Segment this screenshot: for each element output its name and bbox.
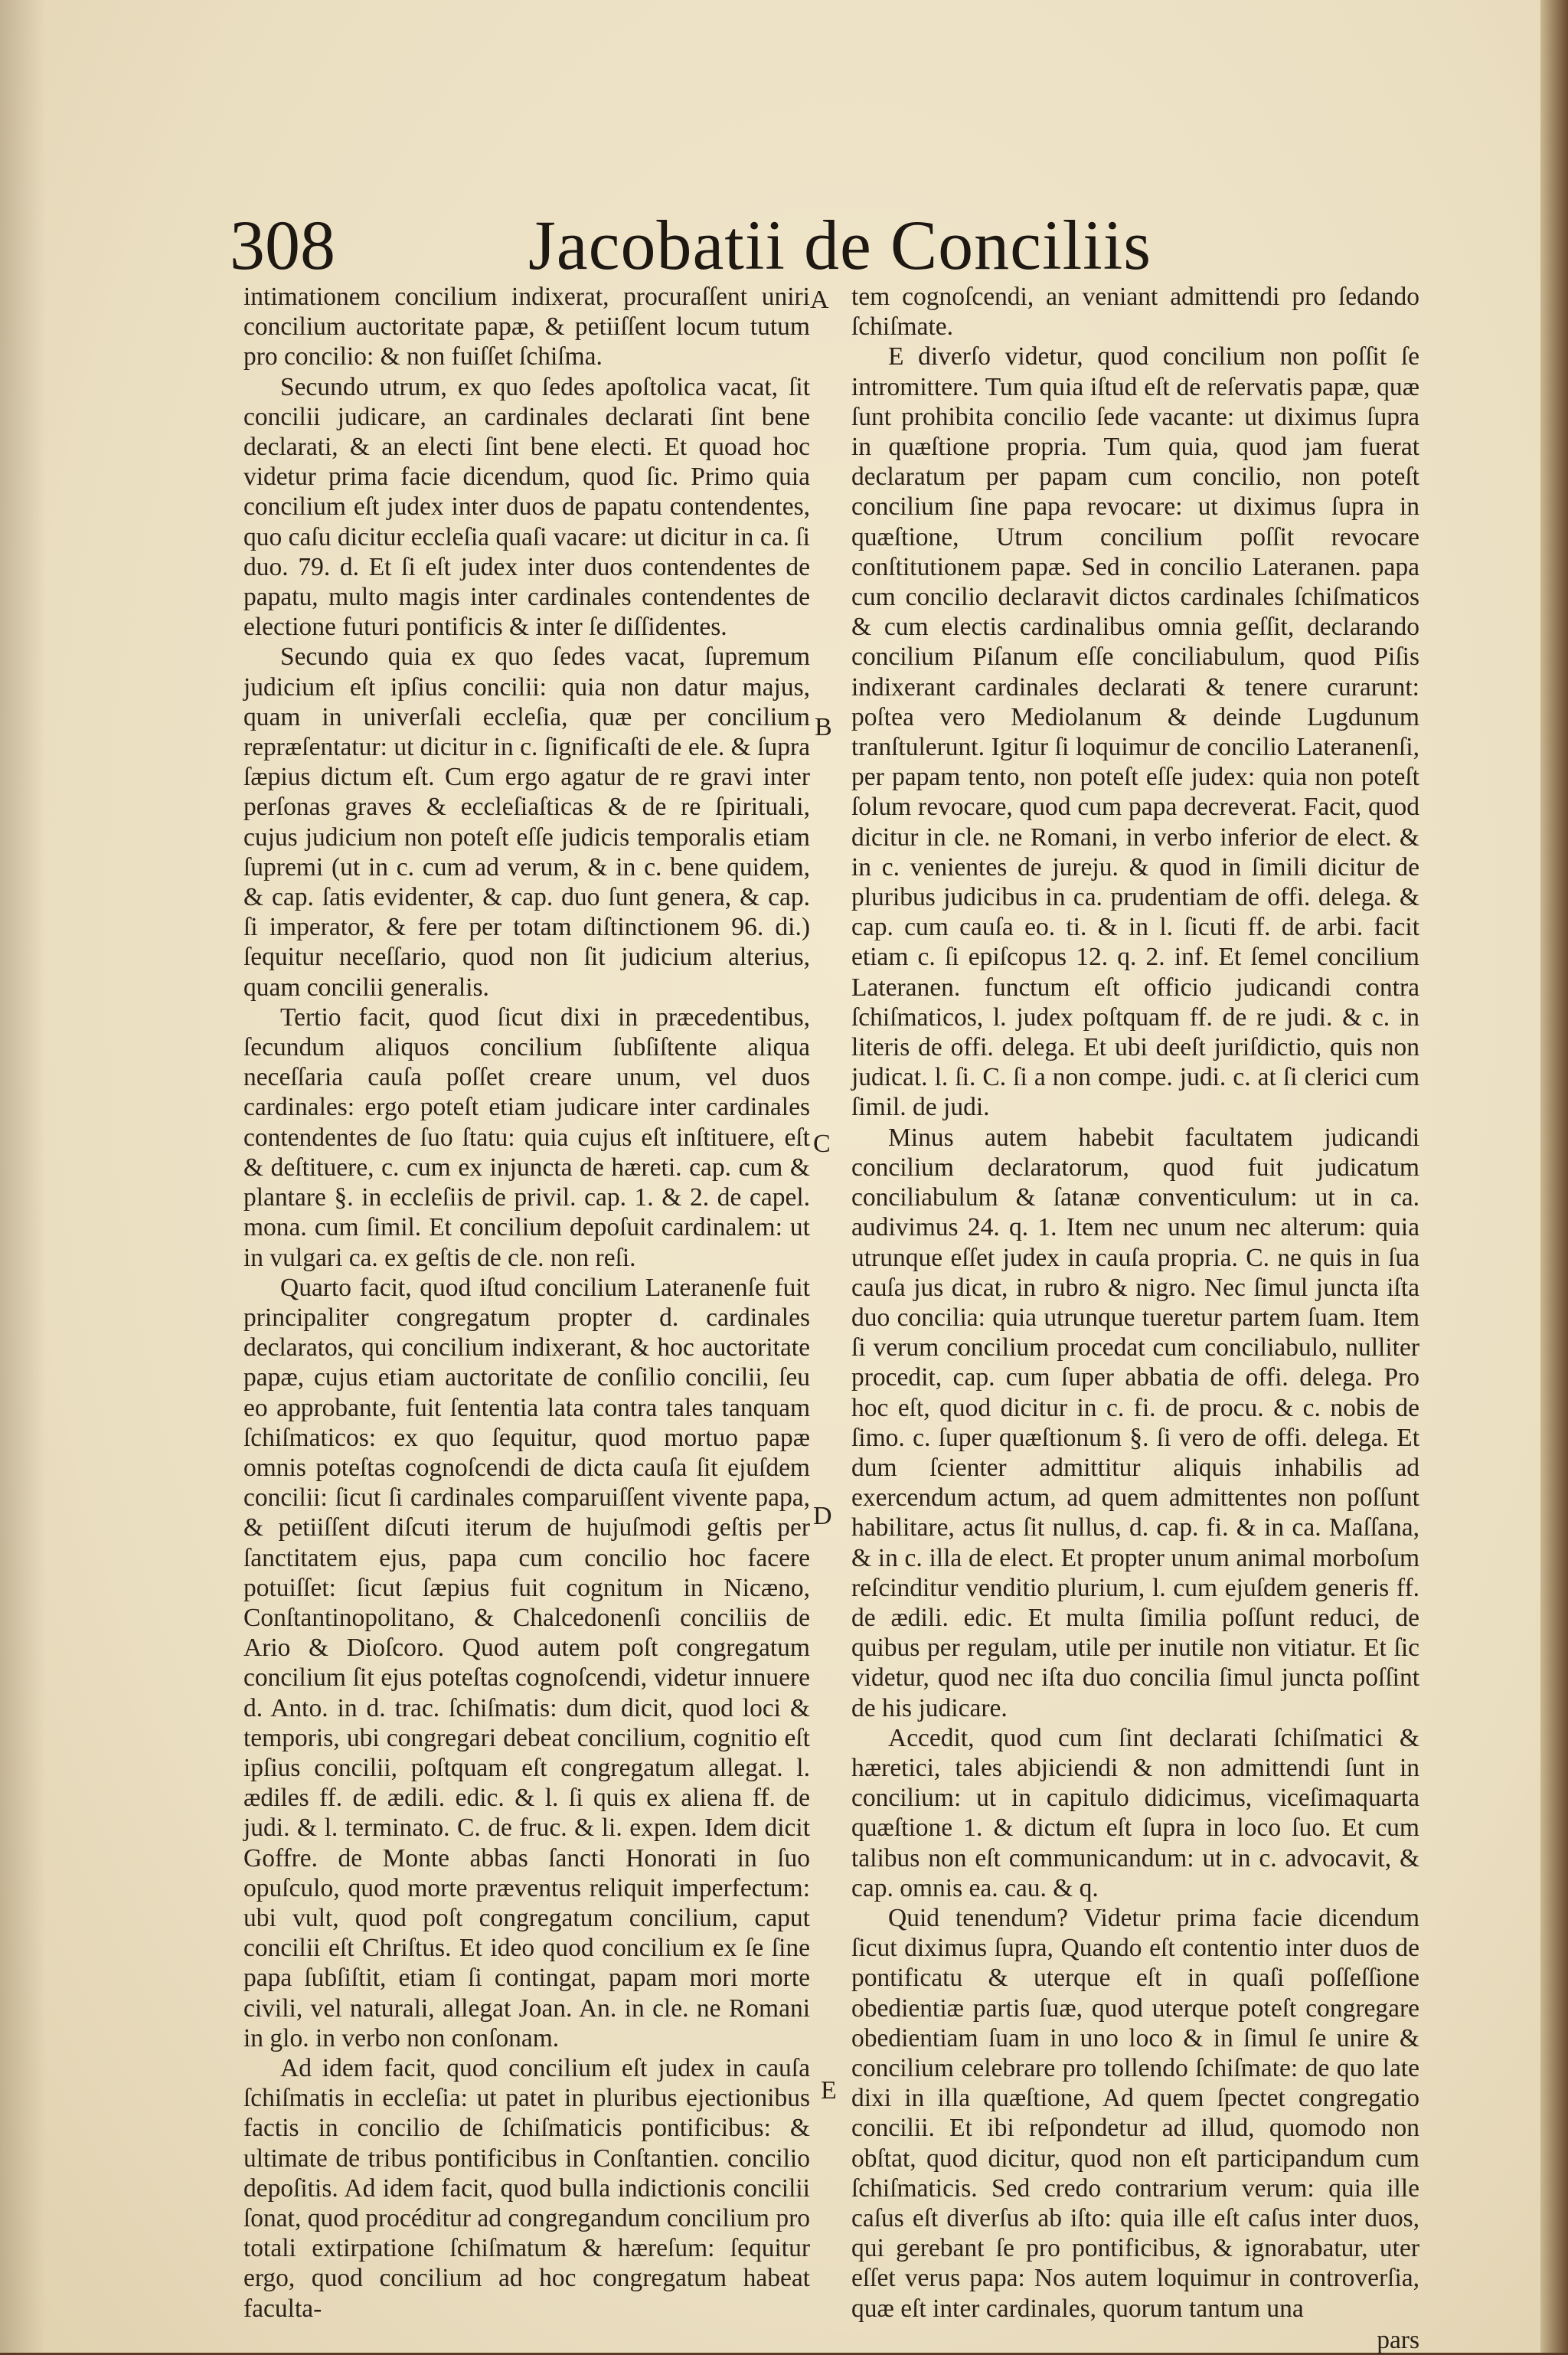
margin-letter-e: E bbox=[821, 2076, 837, 2105]
margin-letter-a: A bbox=[810, 286, 829, 314]
catchword: pars bbox=[1377, 2325, 1419, 2354]
paragraph: Secundo quia ex quo ſedes vacat, ſupremum judicium eſt ipſius concilii: quia non datur majus, quam in univerſali eccleſia, quæ per concilium repræſentatur: ut dicitur in c. ſignificaſti de ele. & ſupra ſæpius dictum eſt. Cum ergo agatur de re gravi inter perſonas graves & eccleſiaſticas & de re ſpirituali, cujus judicium non poteſt eſſe judicis temporalis etiam ſupremi (ut in c. cum ad verum, & in c. bene quidem, & cap. ſatis evidenter, & cap. duo ſunt genera, & cap. ſi imperator, & fere per totam diſtinctionem 96. di.) ſequitur neceſſario, quod non ſit judicium alterius, quam concilii generalis. bbox=[243, 643, 810, 1002]
page-header bbox=[230, 207, 1531, 291]
margin-letter-c: C bbox=[813, 1130, 831, 1158]
margin-letter-b: B bbox=[815, 713, 832, 741]
running-title: Jacobatii de Conciliis bbox=[528, 206, 1152, 284]
gutter-shadow bbox=[0, 0, 46, 2353]
paragraph: Accedit, quod cum ſint declarati ſchiſmatici & hæretici, tales abjiciendi & non admittendi ſunt in concilium: ut in capitulo didicimus, viceſimaquarta quæſtione 1. & dictum eſt ſupra in loco ſuo. Et cum talibus non eſt communicandum: ut in c. advocavit, & cap. omnis ea. cau. & q. bbox=[851, 1723, 1419, 1902]
paragraph: Tertio facit, quod ſicut dixi in præcedentibus, ſecundum aliquos concilium ſubſiſtente aliqua neceſſaria cauſa poſſet creare unum, vel duos cardinales: ergo poteſt etiam judicare inter cardinales contendentes de ſuo ſtatu: quia cujus eſt inſtituere, eſt & deſtituere, c. cum ex injuncta de hæreti. cap. cum & plantare §. in eccleſiis de privil. cap. 1. & 2. de capel. mona. cum ſimil. Et concilium depoſuit cardinalem: ut in vulgari ca. ex geſtis de cle. non reſi. bbox=[243, 1003, 810, 1272]
folio-number: 308 bbox=[230, 206, 335, 284]
paragraph: E diverſo videtur, quod concilium non poſſit ſe intromittere. Tum quia iſtud eſt de reſervatis papæ, quæ ſunt prohibita concilio ſede vacante: ut diximus ſupra in quæſtione propria. Tum quia, quod jam fuerat declaratum per papam cum concilio, non poteſt concilium ſine papa revocare: ut diximus ſupra in quæſtione, Utrum concilium poſſit revocare conſtitutionem papæ. Sed in concilio Lateranen. papa cum concilio declaravit dictos cardinales ſchiſmaticos & cum electis cardinalibus omnia geſſit, declarando concilium Piſanum eſſe conciliabulum, quod Piſis indixerant cardinales declarati & tenere curarunt: poſtea vero Mediolanum & deinde Lugdunum tranſtulerunt. Igitur ſi loquimur de concilio Lateranenſi, per papam tento, non poteſt eſſe judex: quia non poteſt ſolum revocare, quod cum papa decreverat. Facit, quod dicitur in cle. ne Romani, in verbo inferior de elect. & in c. venientes de jureju. & quod in ſimili dicitur de pluribus judicibus in ca. prudentiam de offi. delega. & cap. cum cauſa eo. ti. & in l. ſicuti ff. de arbi. facit etiam c. ſi epiſcopus 12. q. 2. inf. Et ſemel concilium Lateranen. functum eſt officio judicandi contra ſchiſmaticos, l. judex poſtquam ff. de re judi. & c. in literis de offi. delega. Et ubi deeſt juriſdictio, quis non judicat. l. ſi. C. ſi a non compe. judi. c. at ſi clerici cum ſimil. de judi. bbox=[851, 342, 1419, 1122]
right-column bbox=[851, 282, 1419, 2355]
paragraph: intimationem concilium indixerat, procuraſſent uniri concilium auctoritate papæ, & petiiſſent locum tutum pro concilio: & non fuiſſet ſchiſma. bbox=[243, 283, 810, 371]
paragraph: Minus autem habebit facultatem judicandi concilium declaratorum, quod fuit judicatum conciliabulum & ſatanæ conventiculum: ut in ca. audivimus 24. q. 1. Item nec unum nec alterum: quia utrunque eſſet judex in cauſa propria. C. ne quis in ſua cauſa jus dicat, in rubro & nigro. Nec ſimul juncta iſta duo concilia: quia utrunque tueretur partem ſuam. Item ſi verum concilium procedat cum conciliabulo, nulliter procedit, cap. cum ſuper abbatia de offi. delega. Pro hoc eſt, quod dicitur in c. fi. de procu. & c. nobis de ſimo. c. ſuper quæſtionum §. ſi vero de offi. delega. Et dum ſcienter admittitur aliquis inhabilis ad exercendum actum, ad quem admittentes non poſſunt habilitare, actus ſit nullus, d. cap. fi. & in ca. Maſſana, & in c. illa de elect. Et propter unum animal morboſum reſcinditur venditio plurium, l. cum ejuſdem generis ff. de ædili. edic. Et multa ſimilia poſſunt reduci, de quibus per regulam, utile per inutile non vitiatur. Et ſic videtur, quod nec iſta duo concilia ſimul juncta poſſint de his judicare. bbox=[851, 1123, 1419, 1722]
paragraph: tem cognoſcendi, an veniant admittendi pro ſedando ſchiſmate. bbox=[851, 283, 1419, 342]
paragraph: Ad idem facit, quod concilium eſt judex in cauſa ſchiſmatis in eccleſia: ut patet in pluribus ejectionibus factis in concilio de ſchiſmaticis pontificibus: & ultimate de tribus pontificibus in Conſtantien. concilio depoſitis. Ad idem facit, quod bulla indictionis concilii ſonat, quod procéditur ad congregandum concilium pro totali extirpatione ſchiſmatum & hæreſum: ſequitur ergo, quod concilium ad hoc congregatum habeat faculta- bbox=[243, 2053, 810, 2323]
paragraph: Quarto facit, quod iſtud concilium Lateranenſe fuit principaliter congregatum propter d. cardinales declaratos, qui concilium indixerant, & hoc auctoritate papæ, cujus etiam auctoritate de conſilio concilii, ſeu eo approbante, fuit ſententia lata contra tales tanquam ſchiſmaticos: ex quo ſequitur, quod mortuo papæ omnis poteſtas cognoſcendi de dicta cauſa ſit ejuſdem concilii: ſicut ſi cardinales comparuiſſent vivente papa, & petiiſſent diſcuti iterum de hujuſmodi geſtis per ſanctitatem ejus, papa cum concilio hoc facere potuiſſet: ſicut ſæpius fuit cognitum in Nicæno, Conſtantinopolitano, & Chalcedonenſi conciliis de Ario & Dioſcoro. Quod autem poſt congregatum concilium ſit ejus poteſtas cognoſcendi, videtur innuere d. Anto. in d. trac. ſchiſmatis: dum dicit, quod loci & temporis, ubi congregari debeat concilium, cognitio eſt ipſius concilii, poſtquam eſt congregatum allegat. l. ædiles ff. de ædili. edic. & l. ſi quis ex aliena ff. de judi. & l. terminato. C. de fruc. & li. expen. Idem dicit Goffre. de Monte abbas ſancti Honorati in ſuo opuſculo, quod morte præventus reliquit imperfectum: ubi vult, quod poſt congregatum concilium, caput concilii eſt Chriſtus. Et ideo quod concilium ex ſe ſine papa ſubſiſtit, etiam ſi contingat, papam mori morte civili, vel naturali, allegat Joan. An. in cle. ne Romani in glo. in verbo non conſonam. bbox=[243, 1273, 810, 2052]
paragraph: Quid tenendum? Videtur prima facie dicendum ſicut diximus ſupra, Quando eſt contentio inter duos de pontificatu & uterque eſt in quaſi poſſeſſione obedientiæ partis ſuæ, quod uterque poteſt congregare obedientiam ſuam in uno loco & in ſimul ſe unire & concilium celebrare pro tollendo ſchiſmate: de quo late dixi in illa quæſtione, Ad quem ſpectet congregatio concilii. Et ibi reſpondetur ad illud, quomodo non obſtat, quod dicitur, quod non eſt participandum cum ſchiſmaticis. Sed credo contrarium verum: quia ille caſus eſt diverſus ab iſto: quia ille eſt caſus inter duos, qui gerebant ſe pro pontificibus, & ignorabatur, uter eſſet verus papa: Nos autem loquimur in controverſia, quæ eſt inter cardinales, quorum tantum una bbox=[851, 1903, 1419, 2323]
paragraph: Secundo utrum, ex quo ſedes apoſtolica vacat, ſit concilii judicare, an cardinales declarati ſint bene declarati, & an electi ſint bene electi. Et quoad hoc videtur prima facie dicendum, quod ſic. Primo quia concilium eſt judex inter duos de papatu contendentes, quo caſu dicitur eccleſia quaſi vacare: ut dicitur in ca. ſi duo. 79. d. Et ſi eſt judex inter duos contendentes de papatu, multo magis inter cardinales contendentes de electione futuri pontificis & inter ſe diſſidentes. bbox=[243, 372, 810, 642]
left-column bbox=[243, 282, 810, 2324]
adjacent-page-edge bbox=[1540, 0, 1568, 2353]
margin-letter-d: D bbox=[813, 1502, 832, 1530]
